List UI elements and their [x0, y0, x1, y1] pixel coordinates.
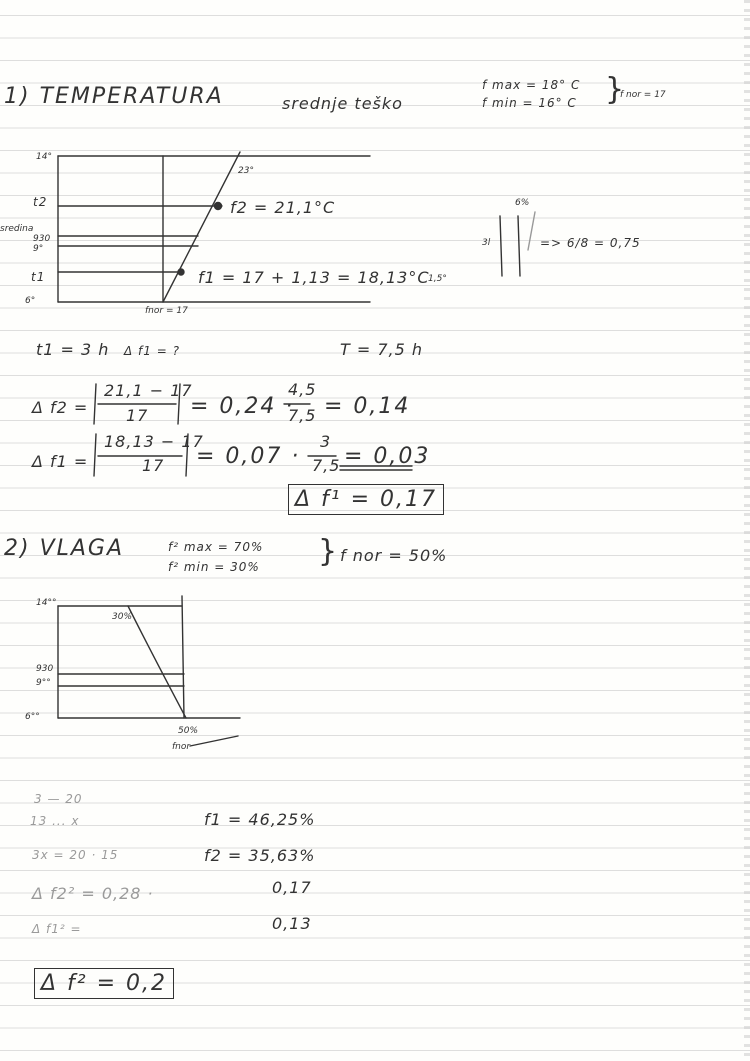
graph2-fnor: fnor [172, 742, 191, 752]
eq1-lhs: Δ f2 = [32, 398, 89, 417]
graph1-y-top: 14° [36, 152, 52, 162]
section1-boxed-result: Δ f¹ = 0,17 [288, 484, 444, 515]
graph1-y-t1: t1 [31, 270, 46, 284]
eq2-ratio-top: 3 [320, 432, 332, 451]
graph1-point-f2 [215, 203, 222, 210]
sidenote-top: 6% [515, 198, 530, 208]
graph2-curve [128, 606, 186, 718]
eq1-frac-top: 21,1 − 17 [104, 381, 193, 400]
graph1-y-930: 930 [33, 234, 51, 244]
graph1-point-f1 [178, 269, 184, 275]
graph2-y-9: 9°° [36, 678, 51, 688]
graph2-label-30: 30% [112, 612, 133, 622]
section2-d2: Δ f2² = 0,28 · [32, 884, 154, 903]
graph1-label-15: 1,5° [428, 274, 447, 284]
t1-line: t1 = 3 h [36, 340, 110, 359]
section2-boxed-result: Δ f² = 0,2 [34, 968, 174, 999]
eq2-result: = 0,03 [344, 444, 431, 469]
eq1-ratio-top: 4,5 [288, 380, 317, 399]
section1-fmax: f max = 18° C [482, 78, 581, 92]
eq2-frac-bot: 17 [142, 456, 165, 475]
graph2-y-top: 14°° [36, 598, 57, 608]
section2-d1-val: 0,13 [272, 914, 312, 933]
sidenote-bracket-right [518, 216, 520, 276]
graph1-label-23: 23° [238, 166, 254, 176]
T-line: T = 7,5 h [340, 340, 424, 359]
eq2-ratio-bot: 7,5 [312, 456, 341, 475]
section1-subtitle: srednje teško [282, 94, 403, 113]
section2-title: 2) VLAGA [4, 536, 125, 561]
graph1-f2: f2 = 21,1°C [230, 198, 336, 217]
section1-fnor: f nor = 17 [620, 90, 666, 100]
section1-brace: } [605, 72, 626, 107]
graph1-y-9: 9° [33, 244, 44, 254]
section2-fmin: f² min = 30% [168, 560, 260, 574]
scratch-3: 3x = 20 · 15 [32, 848, 119, 862]
sidenote-left: 3l [482, 238, 491, 248]
section1-title: 1) TEMPERATURA [4, 84, 224, 109]
eq2-lhs: Δ f1 = [32, 452, 89, 471]
graph1-slope-line [163, 152, 240, 302]
graph1-y-t2: t2 [33, 195, 48, 209]
graph1-y-sredina: sredina [0, 224, 34, 234]
sidenote-calc: => 6/8 = 0,75 [540, 236, 641, 250]
section2-d1: Δ f1² = [32, 922, 82, 936]
scratch-2: 13 ... x [30, 814, 80, 828]
graph2-label-50: 50% [178, 726, 199, 736]
scratch-1: 3 — 20 [34, 792, 83, 806]
section2-brace: } [318, 534, 339, 569]
eq1-result: = 0,14 [324, 394, 411, 419]
eq2-rest: = 0,07 · [196, 444, 301, 469]
graph1-fnor-bottom: fnor = 17 [145, 306, 188, 316]
section2-fmax: f² max = 70% [168, 540, 264, 554]
eq1-rest: = 0,24 · [190, 394, 295, 419]
section1-fmin: f min = 16° C [482, 96, 577, 110]
eq2-frac-top: 18,13 − 17 [104, 432, 204, 451]
section2-fnor: f nor = 50% [340, 546, 448, 565]
section2-f1: f1 = 46,25% [204, 810, 316, 829]
graph1-y-6: 6° [25, 296, 36, 306]
eq1-ratio-bot: 7,5 [288, 406, 317, 425]
sidenote-bracket-left [500, 216, 502, 276]
graph1-f1: f1 = 17 + 1,13 = 18,13°C [198, 268, 430, 287]
section2-d2-val: 0,17 [272, 878, 312, 897]
eq1-frac-bot: 17 [126, 406, 149, 425]
section2-f2: f2 = 35,63% [204, 846, 316, 865]
graph2-y-6: 6°° [25, 712, 40, 722]
graph2-y-930: 930 [36, 664, 54, 674]
delta-prompt: Δ f1 = ? [124, 344, 180, 358]
sidenote-slash [528, 212, 535, 250]
